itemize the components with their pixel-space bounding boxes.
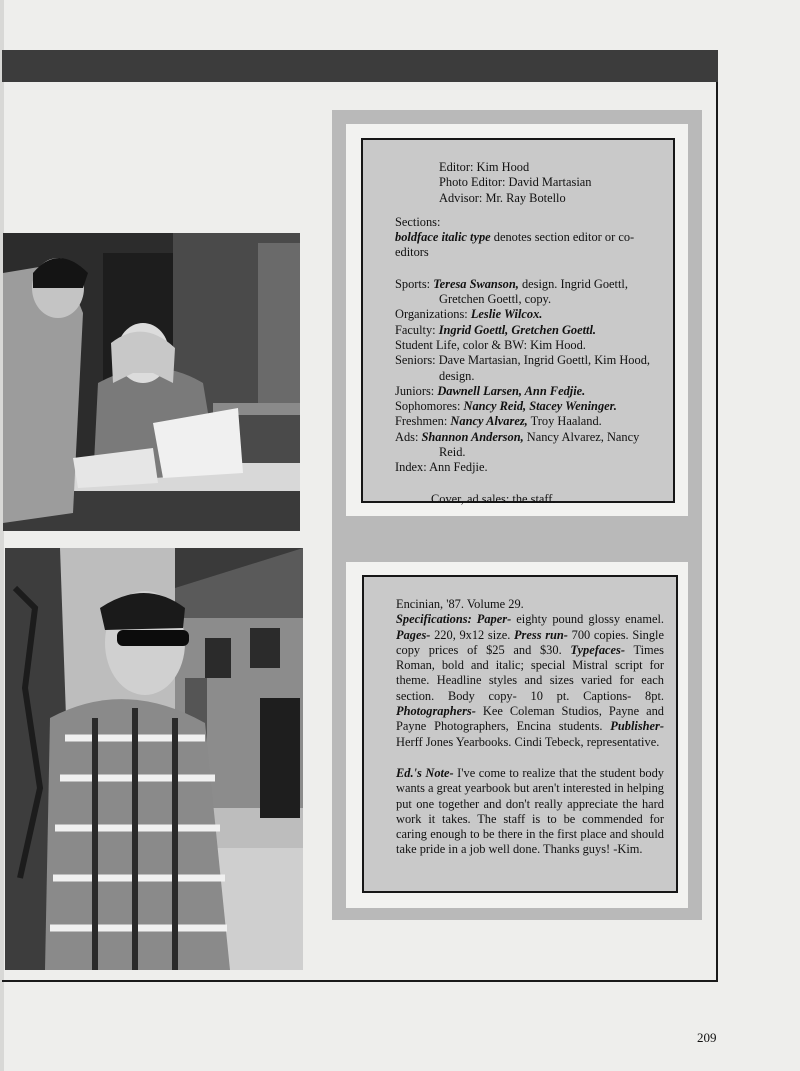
specifications-box bbox=[362, 575, 678, 893]
editor-line: Editor: Kim Hood bbox=[439, 160, 530, 174]
volume-line: Encinian, '87. Volume 29. bbox=[396, 597, 524, 611]
student-life-line: Student Life, color & BW: Kim Hood. bbox=[395, 337, 586, 352]
sophomores-line: Sophomores: Nancy Reid, Stacey Weninger. bbox=[395, 399, 617, 414]
header-bar bbox=[2, 50, 718, 82]
organizations-line: Organizations: Leslie Wilcox. bbox=[395, 307, 543, 322]
page-number: 209 bbox=[697, 1030, 717, 1045]
index-line: Index: Ann Fedjie. bbox=[395, 460, 488, 475]
seniors-line: Seniors: Dave Martasian, Ingrid Goettl, Kim Hood, design. bbox=[395, 353, 650, 383]
legend-line: boldface italic type denotes section editor or co-editors bbox=[395, 230, 635, 260]
staff-credits-box bbox=[361, 138, 675, 506]
juniors-line: Juniors: Dawnell Larsen, Ann Fedjie. bbox=[395, 383, 586, 398]
photo-students-at-desk bbox=[3, 233, 300, 531]
ads-line: Ads: Shannon Anderson, Nancy Alvarez, Nancy Reid. bbox=[395, 429, 640, 460]
sports-line: Sports: Teresa Swanson, design. Ingrid Goettl, Gretchen Goettl, copy. bbox=[395, 276, 628, 307]
sections-heading: Sections: bbox=[395, 214, 441, 229]
specifications-paragraph: Specifications: Paper- eighty pound glossy enamel. Pages- 220, 9x12 size. Press run- 700 copies. Single copy prices of $25 and $30. Typefaces- Times Roman, bold and italic; special Mistral script for theme. Headline styles and sizes varied for each section. Body copy- 10 pt. Captions- 8pt. Photographers- Kee Coleman Studios, Payne and Payne Photographers, Encina students. Publisher- Herff Jones Yearbooks. Cindi Tebeck, representative. bbox=[396, 612, 664, 749]
advisor-line: Advisor: Mr. Ray Botello bbox=[439, 190, 566, 205]
freshmen-line: Freshmen: Nancy Alvarez, Troy Haaland. bbox=[395, 414, 602, 429]
photo-editor-line: Photo Editor: David Martasian bbox=[439, 175, 592, 190]
editors-note-paragraph: Ed.'s Note- I've come to realize that the student body wants a great yearbook but aren't interested in helping put one together and don't really appreciate the hard work it takes. The staff is to be commended for caring enough to be there in the first place and should take pride in a job well done. Thanks guys! -Kim. bbox=[396, 765, 664, 857]
photo-student-sunglasses bbox=[5, 548, 303, 970]
cover-line: Cover, ad sales: the staff. bbox=[431, 491, 556, 506]
faculty-line: Faculty: Ingrid Goettl, Gretchen Goettl. bbox=[395, 322, 597, 337]
